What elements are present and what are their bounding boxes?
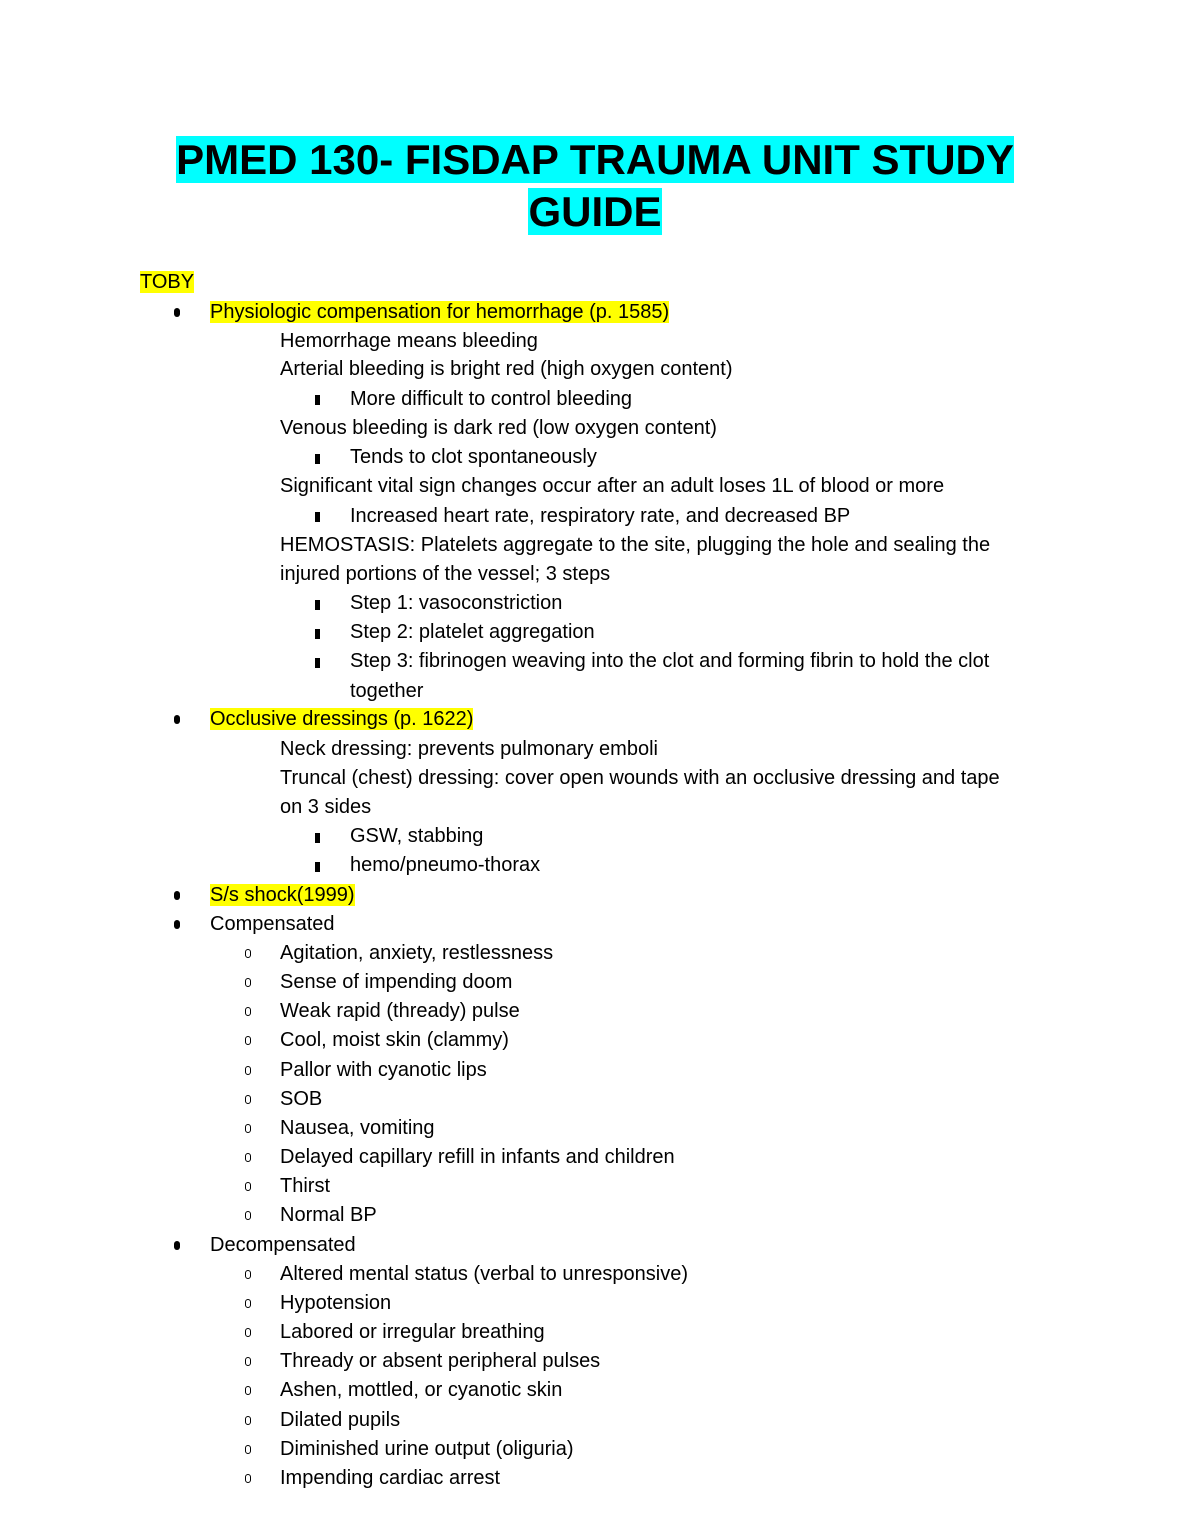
list-item: Increased heart rate, respiratory rate, and decreased BP <box>350 505 851 527</box>
text-line: Neck dressing: prevents pulmonary emboli <box>280 738 658 760</box>
hemorrhage-heading: Physiologic compensation for hemorrhage (p. 1585) <box>210 301 670 323</box>
section-label: TOBY <box>140 271 195 293</box>
list-item: Nausea, vomiting <box>280 1117 435 1139</box>
circle-bullet-icon <box>245 1474 251 1483</box>
title-line-2: GUIDE <box>528 188 662 235</box>
decompensated-heading: Decompensated <box>210 1234 356 1256</box>
list-item: Delayed capillary refill in infants and children <box>280 1146 675 1168</box>
circle-bullet-icon <box>245 1007 251 1016</box>
list-item: Pallor with cyanotic lips <box>280 1059 487 1081</box>
list-item: Thirst <box>280 1175 330 1197</box>
list-item: Agitation, anxiety, restlessness <box>280 942 554 964</box>
square-bullet-icon <box>315 395 320 405</box>
shock-heading: S/s shock(1999) <box>210 884 355 906</box>
list-item: Thready or absent peripheral pulses <box>280 1350 601 1372</box>
circle-bullet-icon <box>245 1153 251 1162</box>
list-item: Hypotension <box>280 1292 392 1314</box>
list-item: GSW, stabbing <box>350 825 484 847</box>
square-bullet-icon <box>315 862 320 872</box>
list-item: Dilated pupils <box>280 1409 401 1431</box>
square-bullet-icon <box>315 512 320 522</box>
compensated-heading: Compensated <box>210 913 335 935</box>
circle-bullet-icon <box>245 1416 251 1425</box>
text-line: on 3 sides <box>280 796 372 818</box>
text-line: HEMOSTASIS: Platelets aggregate to the site, plugging the hole and sealing the <box>280 534 991 556</box>
text-line: injured portions of the vessel; 3 steps <box>280 563 611 585</box>
circle-bullet-icon <box>245 978 251 987</box>
text-line: Hemorrhage means bleeding <box>280 330 538 352</box>
square-bullet-icon <box>315 629 320 639</box>
list-item: More difficult to control bleeding <box>350 388 633 410</box>
circle-bullet-icon <box>245 1036 251 1045</box>
list-item: Ashen, mottled, or cyanotic skin <box>280 1379 563 1401</box>
list-item-continued: together <box>350 680 424 702</box>
circle-bullet-icon <box>245 1299 251 1308</box>
circle-bullet-icon <box>245 1182 251 1191</box>
page-title-continued <box>0 186 1190 238</box>
page-title <box>0 134 1190 186</box>
text-line: Arterial bleeding is bright red (high oxygen content) <box>280 358 733 380</box>
circle-bullet-icon <box>245 1386 251 1395</box>
circle-bullet-icon <box>245 1270 251 1279</box>
list-item: SOB <box>280 1088 323 1110</box>
square-bullet-icon <box>315 658 320 668</box>
list-item: hemo/pneumo-thorax <box>350 854 541 876</box>
list-item: Sense of impending doom <box>280 971 513 993</box>
circle-bullet-icon <box>245 1211 251 1220</box>
bullet-icon <box>174 1241 180 1250</box>
square-bullet-icon <box>315 454 320 464</box>
text-line: Truncal (chest) dressing: cover open wounds with an occlusive dressing and tape <box>280 767 1000 789</box>
circle-bullet-icon <box>245 949 251 958</box>
circle-bullet-icon <box>245 1095 251 1104</box>
text-line: Venous bleeding is dark red (low oxygen content) <box>280 417 717 439</box>
list-item: Step 2: platelet aggregation <box>350 621 595 643</box>
text-line: Significant vital sign changes occur after an adult loses 1L of blood or more <box>280 475 945 497</box>
circle-bullet-icon <box>245 1328 251 1337</box>
list-item: Normal BP <box>280 1204 377 1226</box>
bullet-icon <box>174 920 180 929</box>
circle-bullet-icon <box>245 1445 251 1454</box>
list-item: Labored or irregular breathing <box>280 1321 545 1343</box>
bullet-icon <box>174 308 180 317</box>
circle-bullet-icon <box>245 1357 251 1366</box>
bullet-icon <box>174 891 180 900</box>
list-item: Diminished urine output (oliguria) <box>280 1438 574 1460</box>
square-bullet-icon <box>315 833 320 843</box>
list-item: Step 1: vasoconstriction <box>350 592 563 614</box>
list-item: Tends to clot spontaneously <box>350 446 597 468</box>
title-line-1: PMED 130- FISDAP TRAUMA UNIT STUDY <box>176 136 1014 183</box>
circle-bullet-icon <box>245 1066 251 1075</box>
list-item: Weak rapid (thready) pulse <box>280 1000 520 1022</box>
list-item: Impending cardiac arrest <box>280 1467 501 1489</box>
occlusive-heading: Occlusive dressings (p. 1622) <box>210 708 474 730</box>
list-item: Step 3: fibrinogen weaving into the clot and forming fibrin to hold the clot <box>350 650 990 672</box>
list-item: Cool, moist skin (clammy) <box>280 1029 509 1051</box>
bullet-icon <box>174 715 180 724</box>
list-item: Altered mental status (verbal to unresponsive) <box>280 1263 688 1285</box>
circle-bullet-icon <box>245 1124 251 1133</box>
square-bullet-icon <box>315 600 320 610</box>
